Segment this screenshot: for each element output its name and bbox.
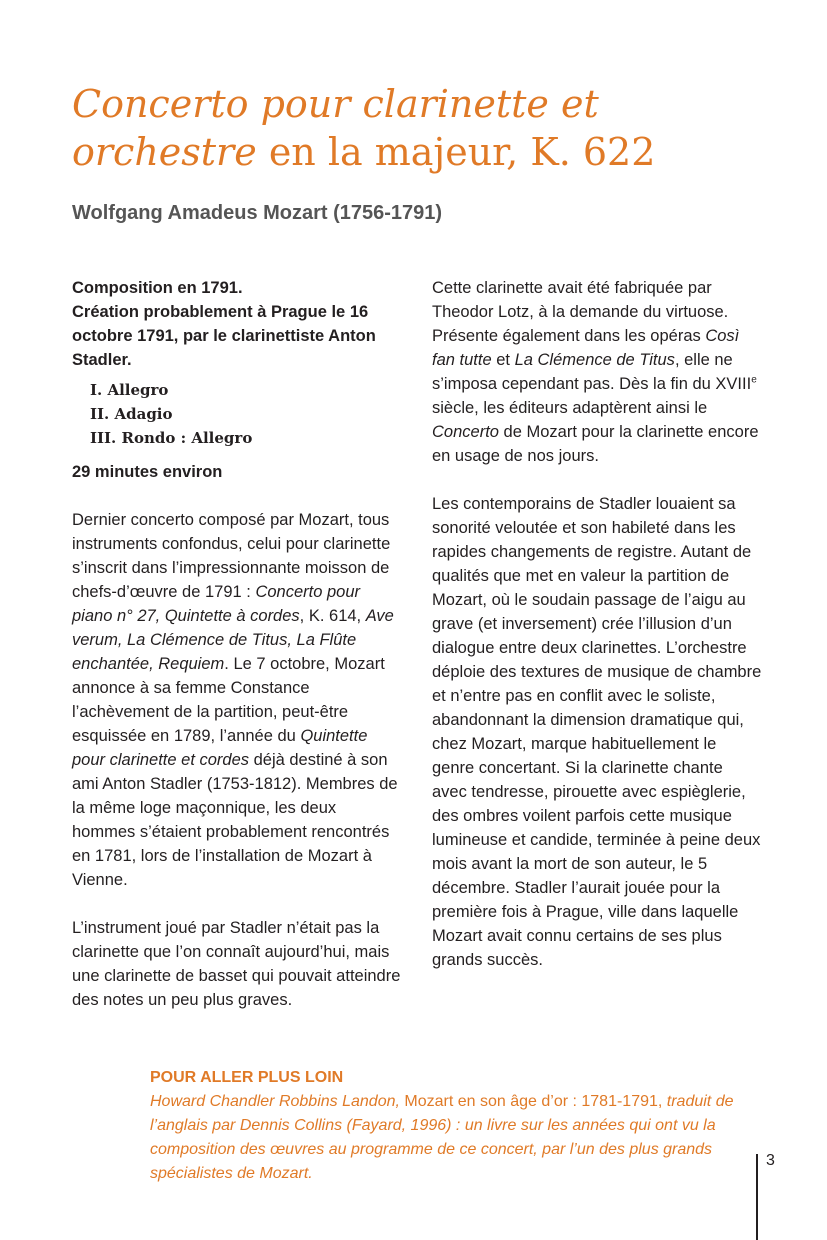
movement-item: I. Allegro <box>90 381 169 399</box>
page-title <box>72 80 772 176</box>
composer-name: Wolfgang Amadeus Mozart (1756-1791) <box>72 202 443 224</box>
paragraph-history: Dernier concerto composé par Mozart, tous instruments confondus, celui pour clarinette s’inscrit dans l’impressionnante moisson de chefs-d’œuvre de 1791 : Concerto pour piano n° 27, Quintette à cordes, K. 614, Ave verum, La Clémence de Titus, La Flûte enchantée, Requiem. Le 7 octobre, Mozart annonce à sa femme Constance l’achèvement de la partition, peut-être esquissée en 1789, l’année du Quintette pour clarinette et cordes déjà destiné à son ami Anton Stadler (1753-1812). Membres de la même loge maçonnique, les deux hommes s’étaient probablement rencontrés en 1781, lors de l’installation de Mozart à Vienne. <box>72 511 398 889</box>
page-number-rule <box>756 1154 758 1240</box>
further-reading-title: POUR ALLER PLUS LOIN <box>150 1069 344 1086</box>
title-regular: en la majeur, K. 622 <box>268 130 656 174</box>
further-reading <box>150 1066 760 1186</box>
composition-date: Composition en 1791. <box>72 279 243 297</box>
movements-list <box>72 378 402 450</box>
paragraph-instrument: L’instrument joué par Stadler n’était pas la clarinette que l’on connaît aujourd’hui, mais une clarinette de basset qui pouvait atteindre des notes un peu plus graves. <box>72 919 401 1009</box>
movement-item: II. Adagio <box>90 405 173 423</box>
left-column <box>72 276 402 1012</box>
title-italic: Concerto pour clarinette et orchestre <box>72 82 599 174</box>
page-number: 3 <box>766 1152 775 1169</box>
right-column <box>432 276 762 972</box>
further-reading-text: Howard Chandler Robbins Landon, Mozart en son âge d’or : 1781-1791, traduit de l’anglais par Dennis Collins (Fayard, 1996) : un livre sur les années qui ont vu la composition des œuvres au programme de ce concert, par l’un des plus grands spécialistes de Mozart. <box>150 1093 734 1182</box>
paragraph-contemporaries: Les contemporains de Stadler louaient sa sonorité veloutée et son habileté dans les rapides changements de registre. Autant de qualités que met en valeur la partition de Mozart, où le soudain passage de l’aigu au grave (et inversement) crée l’illusion d’un dialogue entre deux clarinettes. L’orchestre déploie des textures de musique de chambre et n’entre pas en conflit avec le soliste, abandonnant la dimension dramatique qui, chez Mozart, marque habituellement le genre concertant. Si la clarinette chante avec tendresse, pirouette avec espièglerie, des ombres voilent parfois cette musique lumineuse et candide, terminée à peine deux mois avant la mort de son auteur, le 5 décembre. Stadler l’aurait jouée pour la première fois à Prague, ville dans laquelle Mozart avait connu certains de ses plus grands succès. <box>432 495 762 969</box>
duration: 29 minutes environ <box>72 463 223 481</box>
movement-item: III. Rondo : Allegro <box>90 429 253 447</box>
paragraph-lotz: Cette clarinette avait été fabriquée par Theodor Lotz, à la demande du virtuose. Présente également dans les opéras Così fan tutte et La Clémence de Titus, elle ne s’imposa cependant pas. Dès la fin du XVIIIe siècle, les éditeurs adaptèrent ainsi le Concerto de Mozart pour la clarinette encore en usage de nos jours. <box>432 279 759 465</box>
premiere-info: Création probablement à Prague le 16 octobre 1791, par le clarinettiste Anton Stadler. <box>72 303 376 369</box>
